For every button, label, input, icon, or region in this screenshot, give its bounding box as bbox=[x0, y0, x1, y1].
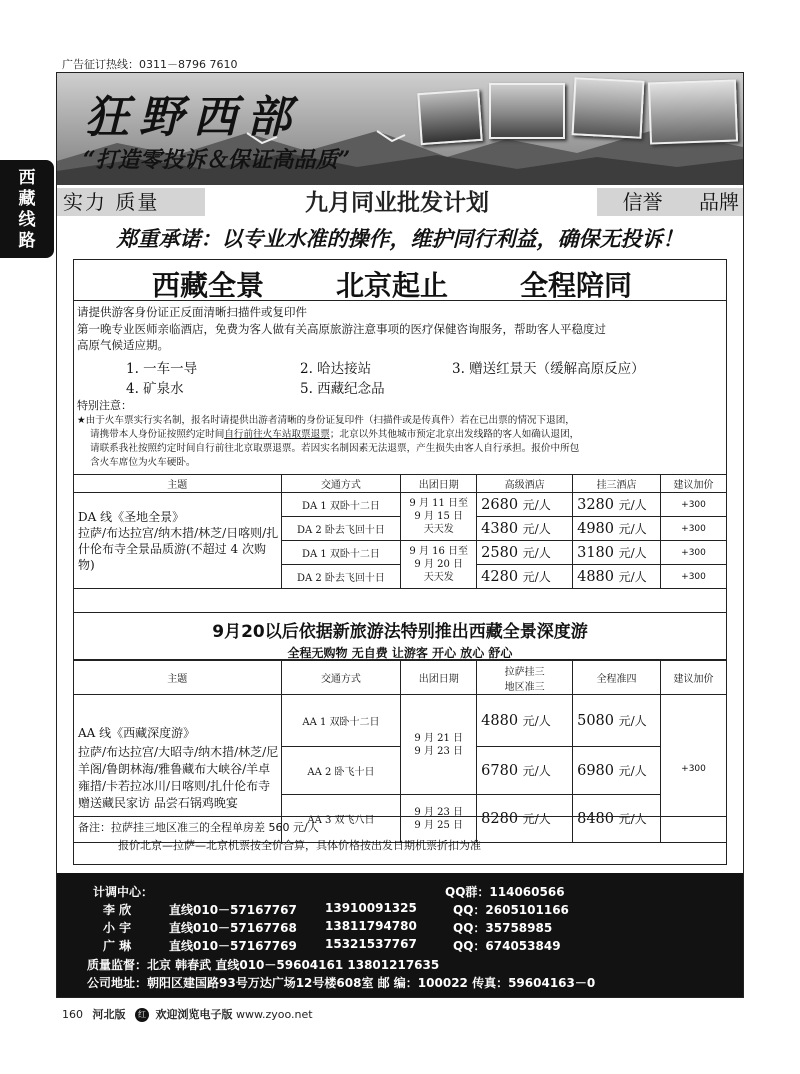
contact-footer bbox=[57, 873, 743, 997]
transport-cell: AA 2 卧飞十日 bbox=[281, 747, 401, 795]
special-note-line: 含火车席位为火车硬卧。 bbox=[90, 457, 196, 468]
table-header: 建议加价 bbox=[661, 661, 727, 695]
transport-cell: DA 2 卧去飞回十日 bbox=[281, 565, 401, 589]
contact-name: 李 欣 bbox=[103, 903, 132, 917]
route-title: DA 线《圣地全景》 bbox=[78, 509, 185, 524]
contact-qq: QQ：674053849 bbox=[453, 939, 561, 953]
route-desc: 拉萨/布达拉宫/大昭寺/纳木措/林芝/尼羊阁/鲁朗林海/雅鲁藏布大峡谷/羊卓雍措/卡若拉冰川/日喀则/扎什伦布寺 bbox=[78, 745, 279, 793]
qq-group: QQ群：114060566 bbox=[445, 885, 565, 899]
table-header: 主题 bbox=[74, 661, 282, 695]
divider bbox=[74, 816, 726, 817]
banner-slogan: “打造零投诉＆保证高品质” bbox=[83, 147, 351, 173]
price-cell: 6980 元/人 bbox=[573, 747, 661, 795]
price-cell: 4280 元/人 bbox=[477, 565, 573, 589]
contact-tel: 直线010－57167768 bbox=[169, 921, 297, 935]
tagline-right: 信誉 品牌 bbox=[597, 188, 743, 216]
price-cell: 4880 元/人 bbox=[573, 565, 661, 589]
header-banner bbox=[57, 73, 743, 185]
special-note-line: 请联系我社按照约定时间自行前往北京取票退票。若因实名制因素无法退票，产生损失由客人自行承担。报价中所包 bbox=[90, 443, 580, 454]
company-address: 公司地址：朝阳区建国路93号万达广场12号楼608室 邮 编：100022 传真：59604163－0 bbox=[87, 976, 596, 990]
price-cell: 2680 元/人 bbox=[477, 493, 573, 517]
departure-dates: 9 月 23 日 9 月 25 日 bbox=[401, 795, 477, 843]
contact-tel: 直线010－57167769 bbox=[169, 939, 297, 953]
table-header: 主题 bbox=[74, 475, 282, 493]
contact-mobile: 13910091325 bbox=[325, 901, 417, 915]
plan-title: 九月同业批发计划 bbox=[305, 190, 489, 216]
perk-item: 3. 赠送红景天（缓解高原反应） bbox=[452, 361, 645, 377]
deep-tour-banner bbox=[74, 612, 726, 660]
perk-item: 5. 西藏纪念品 bbox=[300, 381, 385, 397]
intro-line: 第一晚专业医师亲临酒店，免费为客人做有关高原旅游注意事项的医疗保健咨询服务，帮助客人平稳度过 bbox=[77, 322, 606, 336]
side-tab-char: 路 bbox=[18, 231, 36, 251]
banner-title: 狂野西部 bbox=[85, 92, 301, 143]
price-cell: 4880 元/人 bbox=[477, 695, 573, 747]
table-header: 挂三酒店 bbox=[573, 475, 661, 493]
tagline-left: 实力 质量 bbox=[57, 188, 205, 216]
addon-cell: +300 bbox=[661, 517, 727, 541]
addon-cell: +300 bbox=[661, 493, 727, 517]
perk-item: 4. 矿泉水 bbox=[126, 381, 184, 397]
page-number: 160 bbox=[62, 1008, 83, 1021]
table-header: 出团日期 bbox=[401, 475, 477, 493]
table-header: 全程准四 bbox=[573, 661, 661, 695]
price-cell: 3280 元/人 bbox=[573, 493, 661, 517]
departure-dates: 9 月 11 日至 9 月 15 日 天天发 bbox=[401, 493, 477, 541]
promise-statement: 郑重承诺：以专业水准的操作，维护同行利益，确保无投诉！ bbox=[116, 226, 684, 251]
tagline-bar bbox=[57, 185, 743, 219]
landscape-photo bbox=[572, 77, 645, 139]
palace-photo bbox=[648, 79, 738, 144]
table-header: 出团日期 bbox=[401, 661, 477, 695]
headline-item: 西藏全景 bbox=[152, 269, 265, 302]
publisher-logo-icon: 红 bbox=[135, 1008, 149, 1022]
headline-item: 北京起止 bbox=[336, 269, 449, 302]
intro-line: 请提供游客身份证正反面清晰扫描件或复印件 bbox=[77, 305, 307, 319]
perk-item: 1. 一车一导 bbox=[126, 361, 198, 377]
side-tab-char: 西 bbox=[18, 168, 36, 188]
website-link[interactable]: www.zyoo.net bbox=[236, 1008, 313, 1021]
price-cell: 3180 元/人 bbox=[573, 541, 661, 565]
deep-tour-subtitle: 全程无购物 无自费 让游客 开心 放心 舒心 bbox=[287, 646, 513, 660]
transport-cell: AA 1 双卧十二日 bbox=[281, 695, 401, 747]
price-cell: 4380 元/人 bbox=[477, 517, 573, 541]
section-side-tab bbox=[0, 160, 54, 258]
special-note-line: ★由于火车票实行实名制，报名时请提供出游者清晰的身份证复印件（扫描件或是传真件）若在已出票的情况下退团， bbox=[77, 415, 575, 426]
table-header: 建议加价 bbox=[661, 475, 727, 493]
intro-line: 高原气候适应期。 bbox=[77, 338, 169, 352]
route-title: AA 线《西藏深度游》 bbox=[78, 726, 196, 740]
addon-cell: +300 bbox=[661, 565, 727, 589]
route-extra: 赠送藏民家访 品尝石锅鸡晚宴 bbox=[78, 796, 238, 810]
price-cell: 4980 元/人 bbox=[573, 517, 661, 541]
welcome-text: 欢迎浏览电子版 bbox=[155, 1008, 233, 1021]
headline-item: 全程陪同 bbox=[520, 269, 633, 302]
landscape-photo bbox=[417, 89, 482, 145]
remark-line: 报价北京—拉萨—北京机票按全价合算，具体价格按出发日期机票折扣为准 bbox=[118, 839, 481, 852]
price-cell: 2580 元/人 bbox=[477, 541, 573, 565]
contact-center-label: 计调中心： bbox=[93, 885, 154, 899]
perk-item: 2. 哈达接站 bbox=[300, 361, 372, 377]
divider bbox=[74, 300, 726, 301]
price-cell: 5080 元/人 bbox=[573, 695, 661, 747]
ad-hotline: 广告征订热线：0311－8796 7610 bbox=[62, 58, 238, 71]
table-header: 高级酒店 bbox=[477, 475, 573, 493]
page-footer bbox=[62, 1006, 313, 1022]
contact-name: 小 宇 bbox=[103, 921, 132, 935]
addon-cell: +300 bbox=[661, 695, 727, 843]
contact-tel: 直线010－57167767 bbox=[169, 903, 297, 917]
price-cell: 8280 元/人 bbox=[477, 795, 573, 843]
tour-offer-box bbox=[73, 259, 727, 865]
addon-cell: +300 bbox=[661, 541, 727, 565]
offer-headline bbox=[74, 264, 726, 302]
price-cell: 6780 元/人 bbox=[477, 747, 573, 795]
departure-dates: 9 月 21 日 9 月 23 日 bbox=[401, 695, 477, 795]
table-header: 交通方式 bbox=[281, 475, 401, 493]
route-desc: 拉萨/布达拉宫/纳木措/林芝/日喀则/扎什伦布寺全景品质游(不超过 4 次购物) bbox=[78, 525, 279, 572]
special-note-line: 请携带本人身份证按照约定时间自行前往火车站取票退票；北京以外其他城市预定北京出发线路的客人如确认退团， bbox=[90, 429, 580, 440]
side-tab-char: 线 bbox=[18, 210, 36, 230]
table-header: 交通方式 bbox=[281, 661, 401, 695]
departure-dates: 9 月 16 日至 9 月 20 日 天天发 bbox=[401, 541, 477, 589]
transport-cell: DA 1 双卧十二日 bbox=[281, 541, 401, 565]
contact-qq: QQ：2605101166 bbox=[453, 903, 569, 917]
price-cell: 8480 元/人 bbox=[573, 795, 661, 843]
side-tab-char: 藏 bbox=[18, 189, 36, 209]
contact-mobile: 13811794780 bbox=[325, 919, 417, 933]
route-theme bbox=[74, 493, 282, 589]
quality-supervisor: 质量监督：北京 韩春武 直线010－59604161 13801217635 bbox=[87, 958, 440, 972]
special-note-title: 特别注意： bbox=[77, 399, 132, 412]
contact-name: 广 琳 bbox=[103, 939, 132, 953]
transport-cell: DA 1 双卧十二日 bbox=[281, 493, 401, 517]
edition-label: 河北版 bbox=[92, 1008, 126, 1021]
ad-page bbox=[56, 72, 744, 998]
da-price-table bbox=[73, 474, 727, 589]
contact-qq: QQ：35758985 bbox=[453, 921, 553, 935]
deep-tour-title: 9月20以后依据新旅游法特别推出西藏全景深度游 bbox=[212, 622, 588, 642]
transport-cell: DA 2 卧去飞回十日 bbox=[281, 517, 401, 541]
table-header: 拉萨挂三 地区准三 bbox=[477, 661, 573, 695]
landscape-photo bbox=[489, 83, 565, 139]
transport-cell: AA 3 双飞八日 bbox=[281, 795, 401, 843]
contact-mobile: 15321537767 bbox=[325, 937, 417, 951]
remark-line: 备注：拉萨挂三地区准三的全程单房差 560 元/人 bbox=[78, 821, 319, 834]
